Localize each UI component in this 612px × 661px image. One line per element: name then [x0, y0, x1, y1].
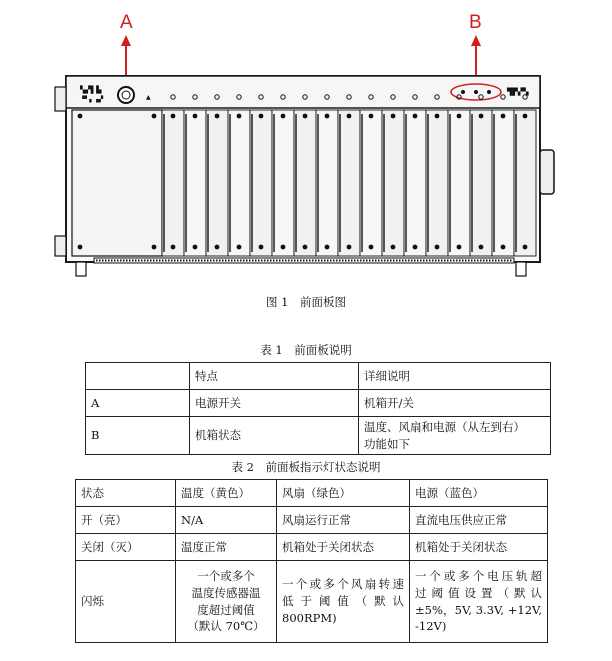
- slot-screw-icon: [347, 114, 352, 119]
- right-handle: [540, 150, 554, 194]
- slot-screw-icon: [193, 245, 198, 250]
- slot-screw-icon: [325, 245, 330, 250]
- table-header-cell: [86, 363, 190, 390]
- table-header-row: [86, 363, 551, 390]
- table-header-cell: 状态: [76, 480, 176, 507]
- slot-screw-icon: [479, 245, 484, 250]
- figure-caption: 图 1 前面板图: [266, 295, 346, 309]
- callout-label-a: A: [120, 12, 133, 33]
- table1-caption: 表 1 前面板说明: [260, 343, 352, 357]
- cell-line: 一个或多个电压轨超: [415, 569, 542, 584]
- table-row: [76, 561, 548, 643]
- table-cell: A: [86, 390, 190, 417]
- slot-screw-icon: [281, 114, 286, 119]
- slot-screw-icon: [523, 245, 528, 250]
- cell-line: 温度传感器温: [191, 585, 261, 600]
- slot-screw-icon: [435, 114, 440, 119]
- slot-screw-icon: [193, 114, 198, 119]
- slot-screw-icon: [435, 245, 440, 250]
- cell-line: 一个或多个: [197, 569, 255, 584]
- table-cell: 机箱状态: [190, 417, 359, 455]
- power-button-icon: [118, 87, 134, 103]
- table-header-cell: 温度（黄色）: [176, 480, 277, 507]
- cell-line: 度超过阈值: [197, 602, 255, 617]
- table-cell: 关闭（灭）: [76, 534, 176, 561]
- table-cell: 电源开关: [190, 390, 359, 417]
- slot-screw-icon: [523, 114, 528, 119]
- slot-screw-icon: [152, 114, 157, 119]
- slot-screw-icon: [413, 114, 418, 119]
- table-header-cell: 特点: [190, 363, 359, 390]
- table-cell: [359, 417, 551, 455]
- slot-screw-icon: [413, 245, 418, 250]
- slot-screw-icon: [237, 245, 242, 250]
- chassis-slot: [492, 110, 514, 256]
- cell-line: 过阈值设置（默认: [415, 585, 542, 600]
- chassis-slot: [426, 110, 448, 256]
- table-cell: 机箱处于关闭状态: [410, 534, 548, 561]
- slot-screw-icon: [347, 245, 352, 250]
- foot-right: [516, 262, 526, 276]
- chassis-slot: [250, 110, 272, 256]
- slot-screw-icon: [501, 114, 506, 119]
- table-row: [76, 534, 548, 561]
- slot-screw-icon: [215, 114, 220, 119]
- table-cell: 温度正常: [176, 534, 277, 561]
- table-row: [76, 507, 548, 534]
- slot-screw-icon: [457, 245, 462, 250]
- indicator-status-table: [75, 479, 548, 643]
- table-cell: 闪烁: [76, 561, 176, 643]
- power-led-icon: [487, 90, 491, 94]
- chassis-slot: [162, 110, 184, 256]
- cell-line: 一个或多个风扇转速: [282, 577, 404, 592]
- slot-screw-icon: [479, 114, 484, 119]
- cell-line: （默认 70℃）: [187, 619, 265, 634]
- chassis-slot: [514, 110, 536, 256]
- slot-screw-icon: [171, 114, 176, 119]
- slot-screw-icon: [369, 245, 374, 250]
- detail-line: 功能如下: [364, 436, 410, 451]
- slot-screw-icon: [152, 245, 157, 250]
- chassis-slot: [228, 110, 250, 256]
- table-cell: N/A: [176, 507, 277, 534]
- brand-logo-right: ▜▛▞▚: [507, 88, 529, 96]
- slot-screw-icon: [303, 114, 308, 119]
- chassis-slot: [272, 110, 294, 256]
- slot-screw-icon: [457, 114, 462, 119]
- table-cell: 直流电压供应正常: [410, 507, 548, 534]
- cell-line: ±5%，5V, 3.3V, +12V,: [415, 602, 542, 617]
- chassis-slot: [184, 110, 206, 256]
- temperature-led-icon: [461, 90, 465, 94]
- svg-text:▲: ▲: [146, 94, 151, 101]
- foot-left: [76, 262, 86, 276]
- table-row: [86, 390, 551, 417]
- slot-screw-icon: [303, 245, 308, 250]
- chassis-slot: [294, 110, 316, 256]
- system-slot-panel: [72, 110, 162, 256]
- slot-screw-icon: [237, 114, 242, 119]
- slot-screw-icon: [259, 114, 264, 119]
- fan-led-icon: [474, 90, 478, 94]
- left-handle-bottom: [55, 236, 66, 256]
- callout-label-b: B: [469, 12, 482, 33]
- chassis-slot: [316, 110, 338, 256]
- slot-screw-icon: [281, 245, 286, 250]
- slot-screw-icon: [215, 245, 220, 250]
- detail-line: 温度、风扇和电源（从左到右）: [364, 420, 525, 434]
- slot-screw-icon: [391, 114, 396, 119]
- chassis-slot: [382, 110, 404, 256]
- table-header-cell: 详细说明: [359, 363, 551, 390]
- table-row: [86, 417, 551, 455]
- table-cell: 机箱开/关: [359, 390, 551, 417]
- front-panel-table: [85, 362, 551, 455]
- chassis-slot: [206, 110, 228, 256]
- cell-line: 800RPM): [282, 610, 337, 625]
- brand-logo-left: ▚▞▌▙: [80, 86, 102, 94]
- table-cell: [176, 561, 277, 643]
- table-header-row: [76, 480, 548, 507]
- left-handle-top: [55, 87, 66, 111]
- table2-caption: 表 2 前面板指示灯状态说明: [231, 460, 381, 474]
- chassis-drawing: [0, 0, 612, 290]
- slot-screw-icon: [325, 114, 330, 119]
- table-cell: 开（亮）: [76, 507, 176, 534]
- slot-screw-icon: [259, 245, 264, 250]
- cell-line: -12V): [415, 619, 447, 634]
- table-cell: B: [86, 417, 190, 455]
- chassis-slot: [338, 110, 360, 256]
- slot-screw-icon: [78, 245, 83, 250]
- slot-screw-icon: [369, 114, 374, 119]
- slot-screw-icon: [171, 245, 176, 250]
- table-cell: 风扇运行正常: [277, 507, 410, 534]
- chassis-slot: [448, 110, 470, 256]
- table-cell: [277, 561, 410, 643]
- table-header-cell: 电源（蓝色）: [410, 480, 548, 507]
- chassis-slot: [404, 110, 426, 256]
- front-panel-strip: [66, 76, 540, 108]
- table-cell: [410, 561, 548, 643]
- chassis-slot: [470, 110, 492, 256]
- slot-screw-icon: [391, 245, 396, 250]
- slot-screw-icon: [78, 114, 83, 119]
- panel-screw-row: [146, 94, 151, 101]
- table-header-cell: 风扇（绿色）: [277, 480, 410, 507]
- table-cell: 机箱处于关闭状态: [277, 534, 410, 561]
- slot-screw-icon: [501, 245, 506, 250]
- svg-text:▝▘▖▗▞: ▝▘▖▗▞: [80, 96, 104, 103]
- chassis-slot: [360, 110, 382, 256]
- cell-line: 低于阈值（默认: [282, 594, 404, 609]
